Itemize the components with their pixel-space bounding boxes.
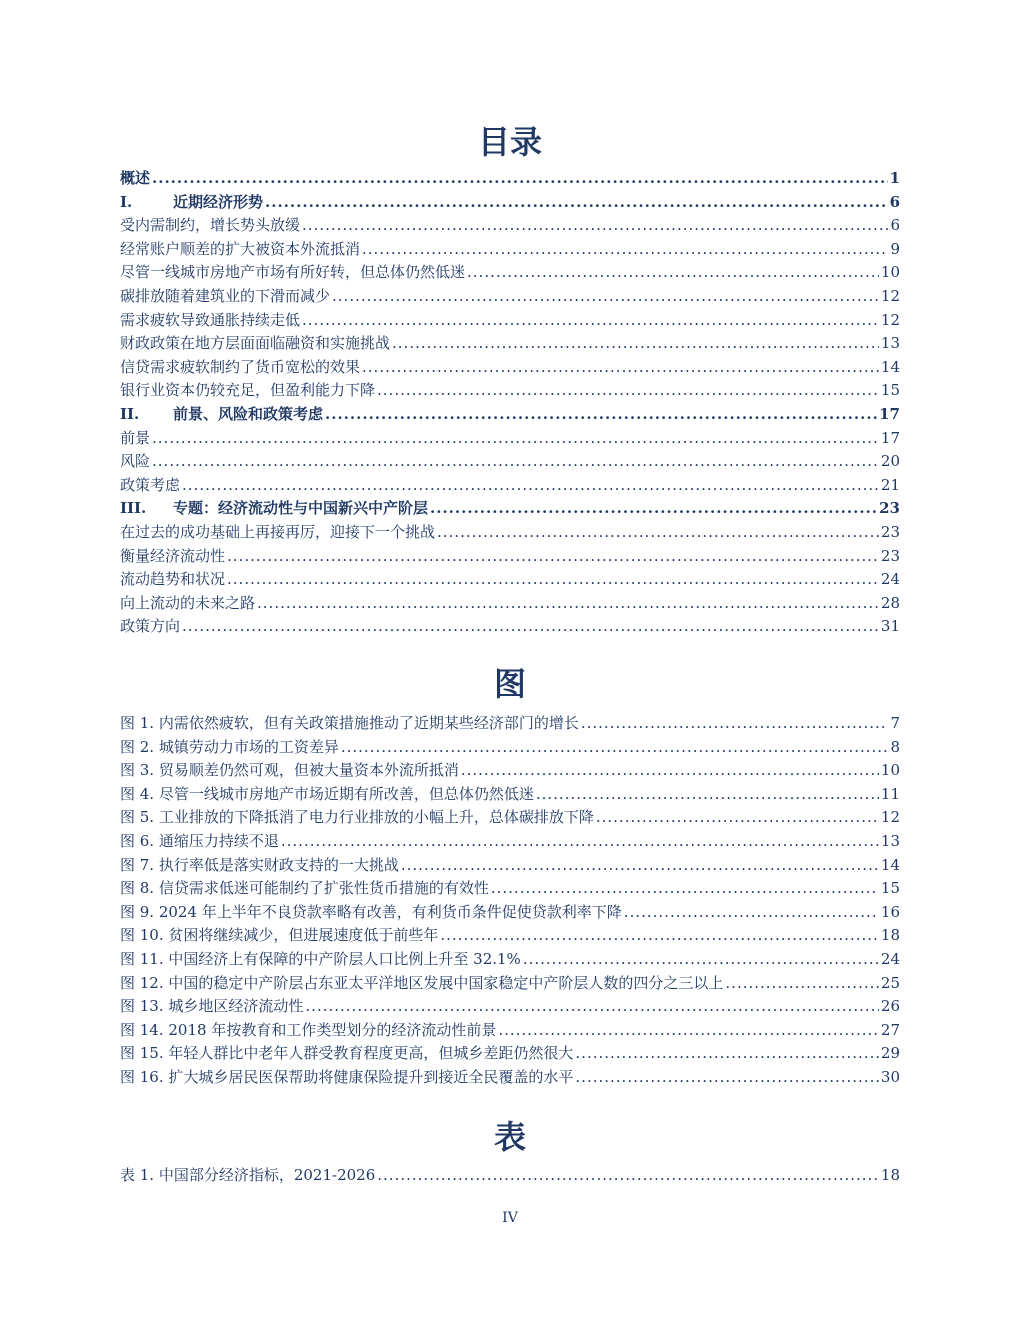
toc-entry[interactable] (120, 1042, 900, 1066)
page-ref: 12 (880, 808, 900, 827)
dot-leader (467, 261, 879, 285)
entry-title: 前景、风险和政策考虑 (173, 404, 324, 423)
toc-entry[interactable] (120, 238, 900, 262)
toc-entry[interactable] (120, 615, 900, 639)
dot-leader (305, 995, 879, 1019)
toc-entry[interactable] (120, 995, 900, 1019)
entry-title: 经常账户顺差的扩大被资本外流抵消 (120, 239, 361, 258)
entry-title: 在过去的成功基础上再接再厉，迎接下一个挑战 (120, 522, 436, 541)
tables-title: 表 (493, 1118, 526, 1156)
page-ref: 15 (880, 381, 900, 400)
entry-title: 受内需制约，增长势头放缓 (120, 216, 301, 235)
entry-title: 向上流动的未来之路 (120, 593, 256, 612)
page-ref: 14 (880, 855, 900, 874)
chapter-number: I. (120, 192, 133, 211)
entry-title: 图 13. 城乡地区经济流动性 (120, 997, 304, 1016)
entry-title: 专题：经济流动性与中国新兴中产阶层 (173, 499, 429, 518)
entry-title: 银行业资本仍较充足，但盈利能力下降 (120, 381, 376, 400)
toc-entry[interactable] (120, 1066, 900, 1090)
entry-title: 信贷需求疲软制约了货币宽松的效果 (120, 357, 361, 376)
dot-leader (227, 545, 879, 569)
page-ref: 24 (880, 570, 900, 589)
page-ref: 23 (880, 546, 900, 565)
dot-leader (281, 830, 879, 854)
dot-leader (491, 877, 879, 901)
entry-title: 图 12. 中国的稳定中产阶层占东亚太平洋地区发展中国家稳定中产阶层人数的四分之三以上 (120, 973, 724, 992)
toc-entry[interactable] (120, 736, 900, 760)
dot-leader (392, 332, 879, 356)
toc-entry[interactable] (120, 972, 900, 996)
page-ref: 7 (890, 714, 900, 732)
page-ref: 23 (879, 499, 900, 518)
page-ref: 24 (880, 949, 900, 968)
figures-title: 图 (493, 665, 526, 703)
dot-leader (581, 712, 889, 736)
dot-leader (302, 214, 888, 238)
dot-leader (725, 972, 879, 996)
entry-title: 图 3. 贸易顺差仍然可观，但被大量资本外流所抵消 (120, 761, 459, 780)
page-ref: 15 (880, 879, 900, 898)
toc-entry[interactable] (120, 191, 900, 215)
entry-title: 图 10. 贫困将继续减少，但进展速度低于前些年 (120, 926, 439, 945)
toc-entry[interactable] (120, 474, 900, 498)
dot-leader (377, 379, 879, 403)
entry-title: 表 1. 中国部分经济指标，2021-2026 (120, 1166, 376, 1184)
toc-entry[interactable] (120, 261, 900, 285)
page-ref: 18 (880, 926, 900, 945)
dot-leader (596, 806, 879, 830)
page-ref: 1 (889, 169, 900, 187)
entry-title: 尽管一线城市房地产市场有所好转，但总体仍然低迷 (120, 263, 466, 282)
page-ref: 17 (879, 404, 900, 423)
dot-leader (377, 1164, 879, 1188)
dot-leader (227, 568, 879, 592)
entry-title: 图 15. 年轻人群比中老年人群受教育程度更高，但城乡差距仍然很大 (120, 1044, 574, 1063)
dot-leader (257, 592, 879, 616)
toc-entry[interactable] (120, 806, 900, 830)
dot-leader (523, 948, 879, 972)
contents-title: 目录 (477, 123, 542, 161)
toc-entry[interactable] (120, 783, 900, 807)
toc-entry[interactable] (120, 830, 900, 854)
entry-title: 图 9. 2024 年上半年不良贷款率略有改善，有利货币条件促使贷款利率下降 (120, 902, 622, 921)
tables-list (120, 1164, 900, 1188)
entry-title: 碳排放随着建筑业的下滑而减少 (120, 286, 331, 305)
page-ref: 13 (880, 334, 900, 353)
page-ref: 11 (880, 784, 900, 803)
toc-entry[interactable] (120, 285, 900, 309)
page-ref: 10 (880, 761, 900, 780)
contents-list (120, 167, 900, 639)
entry-title: 政策考虑 (120, 475, 181, 494)
page-ref: 16 (880, 902, 900, 921)
page-ref: 25 (880, 973, 900, 992)
toc-entry[interactable] (120, 497, 900, 521)
toc-entry[interactable] (120, 948, 900, 972)
dot-leader (401, 854, 879, 878)
dot-leader (624, 901, 879, 925)
figures-list (120, 712, 900, 1090)
page-ref: 17 (880, 428, 900, 447)
dot-leader (302, 309, 879, 333)
dot-leader (265, 191, 888, 215)
toc-entry[interactable] (120, 759, 900, 783)
page-ref: 28 (880, 593, 900, 612)
page-ref: 20 (880, 452, 900, 471)
dot-leader (152, 427, 879, 451)
toc-entry[interactable] (120, 379, 900, 403)
toc-entry[interactable] (120, 901, 900, 925)
entry-title: 图 2. 城镇劳动力市场的工资差异 (120, 737, 339, 756)
entry-title: 图 11. 中国经济上有保障的中产阶层人口比例上升至 32.1% (120, 949, 521, 968)
page-ref: 12 (880, 310, 900, 329)
page-ref: 6 (889, 192, 900, 211)
page-ref: 27 (880, 1020, 900, 1039)
entry-title: 概述 (120, 169, 151, 187)
entry-title: 图 4. 尽管一线城市房地产市场近期有所改善，但总体仍然低迷 (120, 784, 534, 803)
page-ref: 13 (880, 831, 900, 850)
toc-entry[interactable] (120, 214, 900, 238)
page-ref: 14 (880, 357, 900, 376)
dot-leader (437, 521, 879, 545)
dot-leader (362, 238, 888, 262)
entry-title: 图 16. 扩大城乡居民医保帮助将健康保险提升到接近全民覆盖的水平 (120, 1067, 574, 1086)
toc-entry[interactable] (120, 309, 900, 333)
entry-title: 财政政策在地方层面面临融资和实施挑战 (120, 334, 391, 353)
toc-entry[interactable] (120, 712, 900, 736)
page-ref: 8 (890, 737, 900, 756)
dot-leader (430, 497, 877, 521)
page-ref: 26 (880, 997, 900, 1016)
dot-leader (182, 474, 879, 498)
page-ref: 30 (880, 1067, 900, 1086)
page-ref: 12 (880, 286, 900, 305)
dot-leader (440, 924, 879, 948)
entry-title: 需求疲软导致通胀持续走低 (120, 310, 301, 329)
page-number: IV (502, 1210, 518, 1226)
toc-entry[interactable] (120, 450, 900, 474)
entry-title: 风险 (120, 452, 151, 471)
entry-title: 近期经济形势 (173, 192, 264, 211)
page-ref: 31 (880, 617, 900, 636)
entry-title: 政策方向 (120, 617, 181, 636)
toc-entry[interactable] (120, 521, 900, 545)
dot-leader (362, 356, 879, 380)
page-ref: 9 (890, 239, 900, 258)
toc-entry[interactable] (120, 854, 900, 878)
dot-leader (325, 403, 877, 427)
page-ref: 10 (880, 263, 900, 282)
dot-leader (498, 1019, 879, 1043)
page-ref: 21 (880, 475, 900, 494)
entry-title: 图 7. 执行率低是落实财政支持的一大挑战 (120, 855, 399, 874)
entry-title: 图 14. 2018 年按教育和工作类型划分的经济流动性前景 (120, 1020, 497, 1039)
entry-title: 流动趋势和状况 (120, 570, 226, 589)
dot-leader (536, 783, 879, 807)
toc-entry[interactable] (120, 924, 900, 948)
dot-leader (152, 450, 879, 474)
entry-title: 图 1. 内需依然疲软，但有关政策措施推动了近期某些经济部门的增长 (120, 714, 579, 732)
toc-entry[interactable] (120, 568, 900, 592)
dot-leader (461, 759, 879, 783)
chapter-number: II. (120, 404, 140, 423)
page-ref: 18 (880, 1166, 900, 1184)
toc-entry[interactable] (120, 1019, 900, 1043)
dot-leader (341, 736, 889, 760)
dot-leader (152, 167, 888, 191)
chapter-number: III. (120, 499, 147, 518)
dot-leader (332, 285, 879, 309)
page-ref: 29 (880, 1044, 900, 1063)
page-ref: 23 (880, 522, 900, 541)
dot-leader (575, 1066, 879, 1090)
toc-entry[interactable] (120, 545, 900, 569)
toc-entry[interactable] (120, 592, 900, 616)
dot-leader (575, 1042, 879, 1066)
toc-entry[interactable] (120, 877, 900, 901)
toc-entry[interactable] (120, 427, 900, 451)
toc-entry[interactable] (120, 403, 900, 427)
entry-title: 衡量经济流动性 (120, 546, 226, 565)
toc-entry[interactable] (120, 356, 900, 380)
toc-entry[interactable] (120, 332, 900, 356)
entry-title: 图 6. 通缩压力持续不退 (120, 831, 279, 850)
dot-leader (182, 615, 879, 639)
entry-title: 图 5. 工业排放的下降抵消了电力行业排放的小幅上升，总体碳排放下降 (120, 808, 594, 827)
entry-title: 前景 (120, 428, 151, 447)
toc-entry[interactable] (120, 1164, 900, 1188)
entry-title: 图 8. 信贷需求低迷可能制约了扩张性货币措施的有效性 (120, 879, 489, 898)
page-ref: 6 (890, 216, 900, 235)
toc-entry[interactable] (120, 167, 900, 191)
